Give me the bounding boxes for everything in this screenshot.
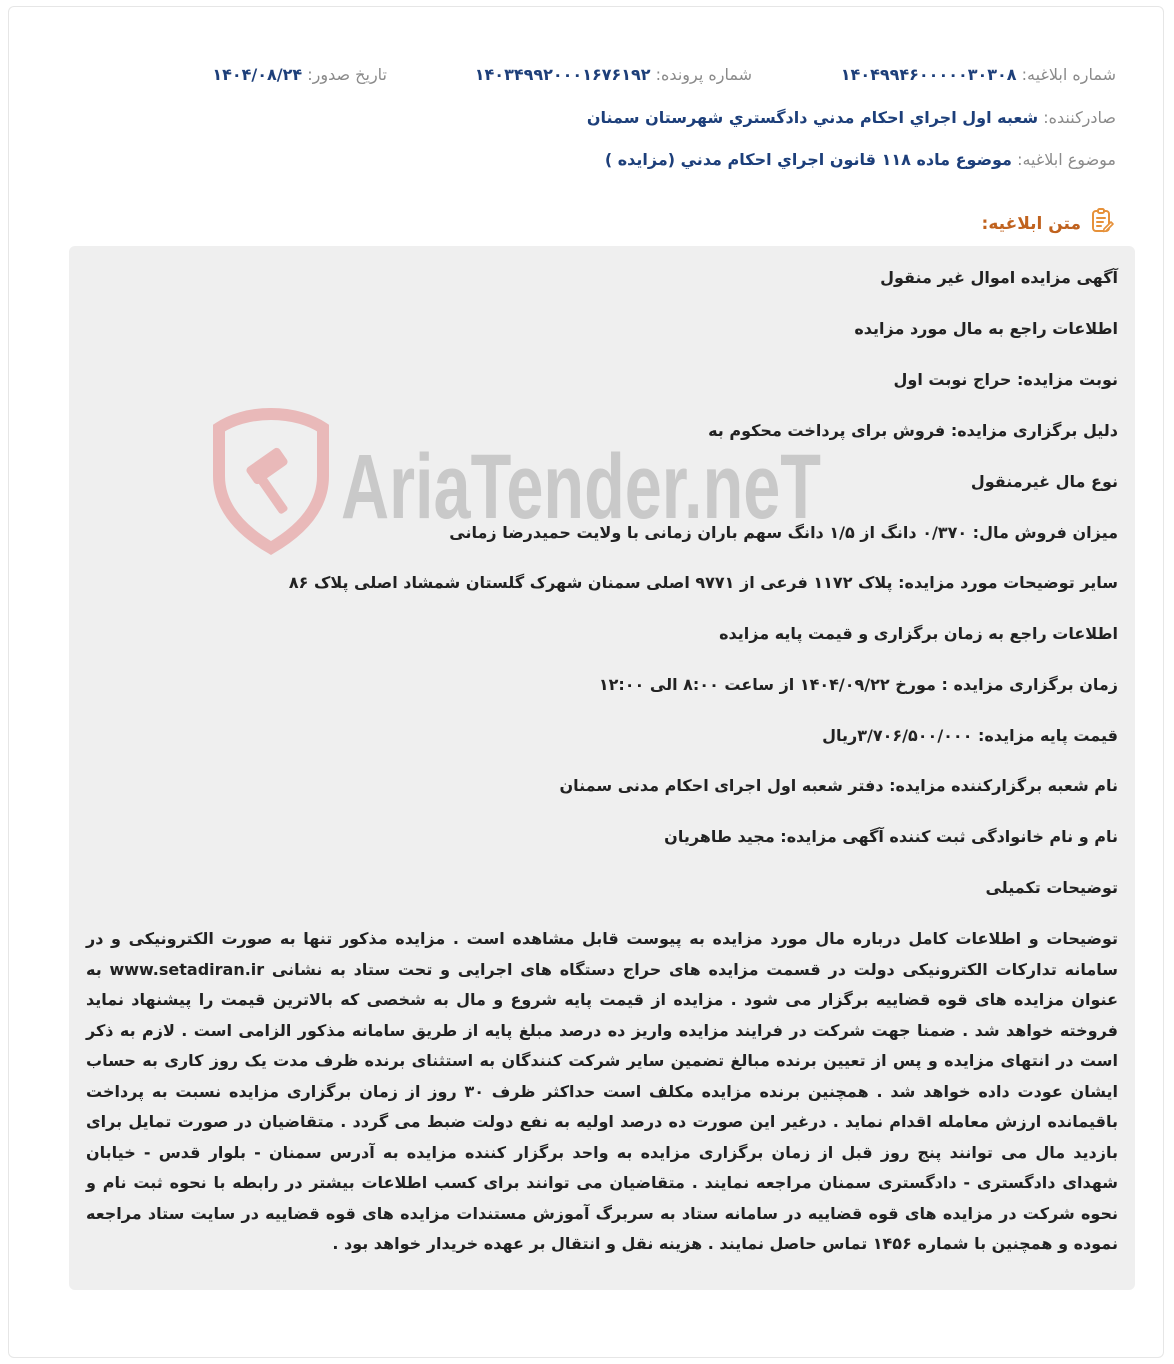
body-line-property-type: نوع مال غیرمنقول: [970, 472, 1118, 491]
watermark-text: AriaTender.neT: [341, 436, 821, 538]
file-number-label: شماره پرونده:: [655, 65, 752, 84]
notice-body-panel: [69, 246, 1135, 1290]
document-icon: [1089, 208, 1115, 239]
body-line-branch-name: نام شعبه برگزارکننده مزایده: دفتر شعبه اول اجرای احکام مدنی سمنان: [559, 776, 1118, 795]
body-line-auction-reason: دلیل برگزاری مزایده: فروش برای پرداخت محکوم به: [708, 421, 1118, 440]
subject-value: موضوع ماده ۱۱۸ قانون اجراي احكام مدني (مزايده ): [604, 150, 1012, 169]
section-title: [982, 208, 1115, 239]
notice-number-value: ۱۴۰۴۹۹۴۶۰۰۰۰۰۳۰۳۰۸: [840, 65, 1017, 84]
notice-number-label: شماره ابلاغیه:: [1021, 65, 1116, 84]
watermark-shield-icon: [219, 414, 323, 548]
body-line-time-price-info: اطلاعات راجع به زمان برگزاری و قیمت پایه مزایده: [719, 624, 1118, 643]
body-line-auction-time: زمان برگزاری مزایده : مورخ ۱۴۰۴/۰۹/۲۲ از ساعت ۸:۰۰ الی ۱۲:۰۰: [598, 675, 1118, 694]
notice-number-field: [841, 65, 1116, 84]
body-line-auction-round: نوبت مزایده: حراج نوبت اول: [893, 370, 1118, 389]
body-line-other-details: سایر توضیحات مورد مزایده: پلاک ۱۱۷۲ فرعی از ۹۷۷۱ اصلی سمنان شهرک گلستان شمشاد اصلی پلاک ۸۶: [288, 573, 1118, 592]
issuer-value: شعبه اول اجراي احكام مدني دادگستري شهرستان سمنان: [586, 108, 1039, 127]
file-number-value: ۱۴۰۳۴۹۹۲۰۰۰۱۶۷۶۱۹۲: [474, 65, 651, 84]
issuer-field: [69, 108, 1116, 127]
issuer-label: صادرکننده:: [1043, 108, 1116, 127]
notice-card: [8, 6, 1164, 1358]
file-number-field: [475, 65, 752, 84]
issue-date-label: تاریخ صدور:: [307, 65, 387, 84]
subject-label: موضوع ابلاغیه:: [1017, 150, 1116, 169]
issue-date-value: ۱۴۰۴/۰۸/۲۴: [212, 65, 303, 84]
body-additional-paragraph: توضیحات و اطلاعات کامل درباره مال مورد مزایده به پیوست قابل مشاهده است . مزایده مذکور تنها به صورت الکترونیکی و در سامانه تدارکات الکترونیکی دولت در قسمت مزایده های حراج دستگاه های اجرایی و تحت ستاد به نشانی www.setadiran.ir به عنوان مزایده های قوه قضاییه برگزار می شود . مزایده از قیمت پایه شروع و مال به شخصی که بالاترین قیمت را پیشنهاد نماید فروخته خواهد شد . ضمنا جهت شرکت در فرایند مزایده واریز ده درصد مبلغ پایه از طریق سامانه مذکور الزامی است . لازم به ذکر است در انتهای مزایده و پس از تعیین برنده مبالغ تضمین سایر شرکت کنندگان به استثنای برنده ظرف مدت یک روز کاری به حساب ایشان عودت داده خواهد شد . همچنین برنده مزایده مکلف است حداکثر ظرف ۳۰ روز از زمان برگزاری مزایده نسبت به پرداخت باقیمانده ارزش معامله اقدام نماید . درغیر این صورت ده درصد اولیه به نفع دولت ضبط می گردد . متقاضیان در صورت تمایل برای بازدید مال می توانند پنج روز قبل از زمان برگزاری مزایده به واحد برگزار کننده مزایده به آدرس سمنان - بلوار قدس - خیابان شهدای دادگستری - دادگستری سمنان مراجعه نمایند . متقاضیان می توانند برای کسب اطلاعات بیشتر در رابطه با نحوه ثبت نام و نحوه شرکت در مزایده های قوه قضاییه در سامانه ستاد به سربرگ آموزش مستندات مزایده های قوه قضاییه در سایت ستاد مراجعه نموده و همچنین با شماره ۱۴۵۶ تماس حاصل نمایند . هزینه نقل و انتقال بر عهده خریدار خواهد بود .: [86, 929, 1118, 1253]
body-line-title: آگهی مزایده اموال غیر منقول: [880, 268, 1118, 287]
issue-date-field: [212, 65, 387, 84]
body-line-sale-amount: میزان فروش مال: ۰/۳۷۰ دانگ از ۱/۵ دانگ سهم باران زمانی با ولایت حمیدرضا زمانی: [449, 523, 1118, 542]
subject-field: [69, 150, 1116, 169]
body-line-additional-heading: توضیحات تکمیلی: [985, 878, 1118, 897]
body-line-property-info: اطلاعات راجع به مال مورد مزایده: [854, 319, 1118, 338]
section-title-text: متن ابلاغیه:: [981, 213, 1081, 234]
body-line-base-price: قیمت پایه مزایده: ۳/۷۰۶/۵۰۰/۰۰۰ریال: [822, 726, 1118, 745]
body-line-registrar-name: نام و نام خانوادگی ثبت کننده آگهی مزایده: مجید طاهریان: [664, 827, 1118, 846]
